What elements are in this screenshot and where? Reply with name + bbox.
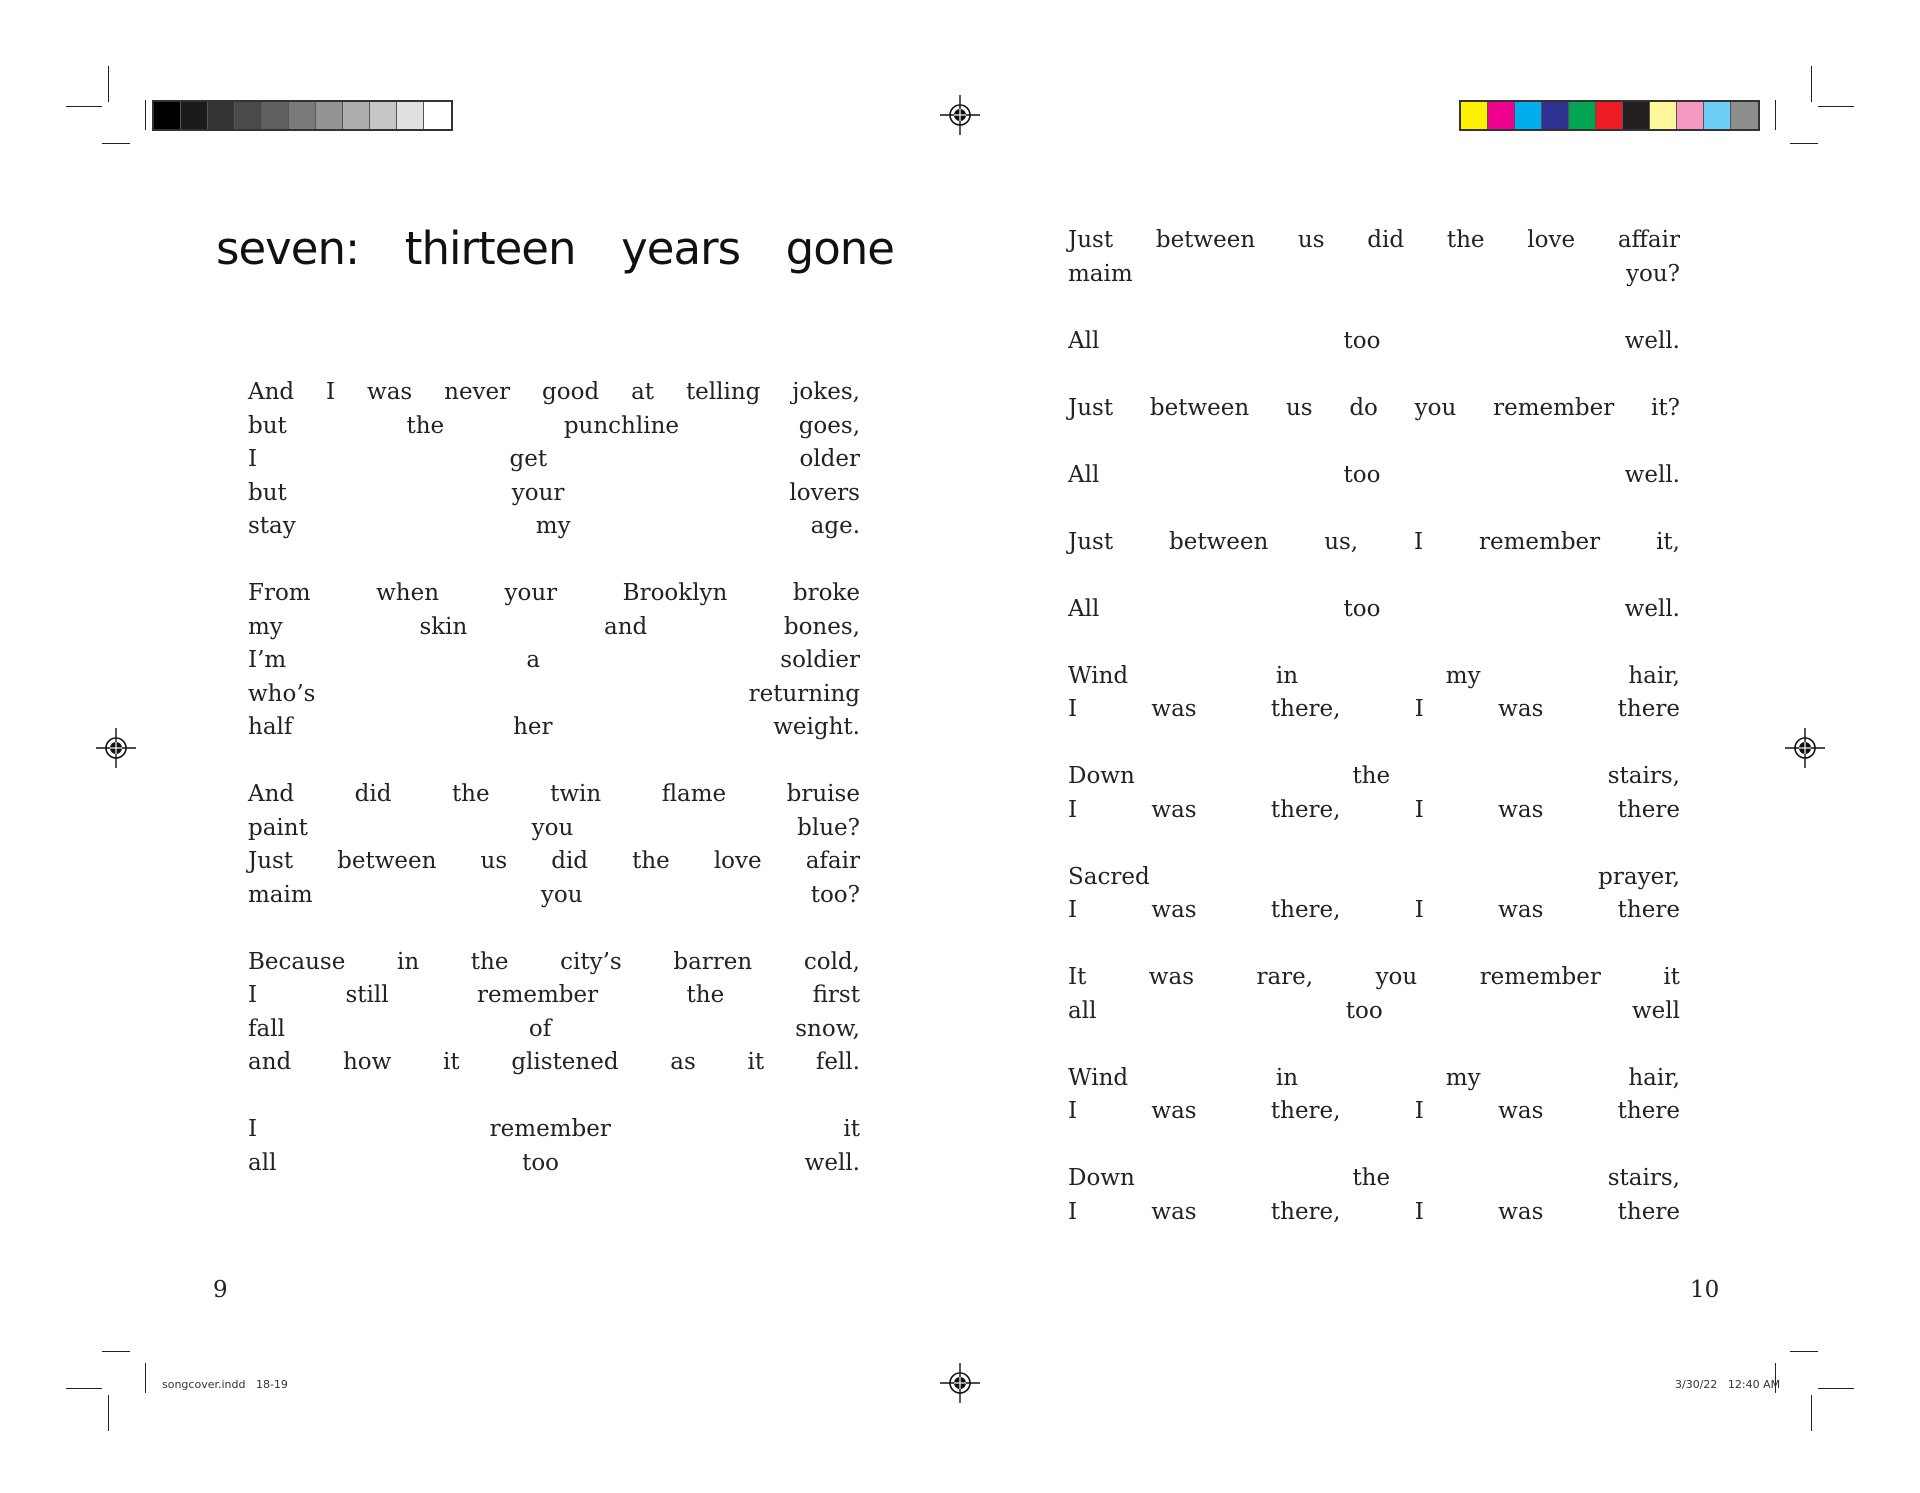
lyric-word: did — [551, 848, 589, 874]
lyric-word: I — [1068, 796, 1078, 823]
lyric-word: All — [1068, 595, 1100, 622]
lyric-word: you? — [1626, 260, 1680, 287]
lyric-word: between — [337, 848, 437, 874]
lyric-word: age. — [810, 513, 860, 539]
lyric-line — [248, 1113, 860, 1147]
color-swatch — [424, 102, 451, 129]
lyric-word: in — [1275, 1064, 1299, 1091]
crop-mark — [1811, 1395, 1812, 1431]
title-word: years — [621, 222, 741, 275]
lyric-word: but — [248, 479, 287, 506]
lyric-word: city’s — [560, 948, 622, 975]
lyric-word: and — [603, 613, 648, 640]
lyric-line — [1068, 693, 1680, 727]
color-swatch — [1569, 102, 1596, 129]
lyric-word: Sacred — [1068, 863, 1150, 890]
color-swatch — [1731, 102, 1758, 129]
lyric-word: did — [1367, 227, 1405, 253]
lyric-word: was — [1151, 696, 1197, 722]
lyric-word: too — [1343, 595, 1381, 622]
lyric-word: I — [1068, 1098, 1078, 1124]
lyric-line — [1068, 894, 1680, 928]
lyric-line — [248, 845, 860, 879]
lyric-word: all — [1068, 997, 1097, 1024]
color-swatch — [1623, 102, 1650, 129]
lyric-word: the — [1352, 1165, 1391, 1191]
stanza — [1068, 861, 1680, 928]
color-swatch — [1650, 102, 1677, 129]
lyric-word: remember — [1479, 528, 1601, 555]
crop-mark — [1775, 100, 1776, 130]
lyric-word: you — [540, 881, 583, 908]
lyric-word: it? — [1651, 394, 1680, 421]
lyric-word: remember — [1479, 964, 1601, 990]
lyric-word: older — [799, 446, 860, 472]
color-swatch — [343, 102, 370, 129]
lyric-word: Because — [248, 948, 346, 975]
lyric-line — [1068, 325, 1680, 359]
lyric-word: half — [248, 714, 293, 740]
lyric-word: hair, — [1628, 662, 1680, 689]
color-swatch — [154, 102, 181, 129]
lyric-word: too — [1343, 461, 1381, 488]
lyric-word: fall — [248, 1015, 285, 1042]
lyric-word: well. — [804, 1149, 860, 1176]
lyric-line — [248, 812, 860, 846]
lyric-word: my — [1445, 662, 1481, 689]
color-swatch — [1542, 102, 1569, 129]
crop-mark — [66, 1388, 102, 1389]
lyric-word: was — [1498, 897, 1544, 923]
lyric-word: I — [248, 982, 258, 1008]
lyric-line — [248, 1013, 860, 1047]
lyric-word: weight. — [773, 714, 860, 740]
lyric-word: who’s — [248, 680, 316, 707]
lyric-word: And — [248, 781, 295, 807]
color-swatch — [397, 102, 424, 129]
stanza — [1068, 1062, 1680, 1129]
lyric-word: there, — [1270, 796, 1341, 823]
lyric-word: between — [1155, 227, 1256, 253]
lyric-line — [1068, 1095, 1680, 1129]
lyric-word: remember — [489, 1116, 611, 1142]
stanza — [1068, 526, 1680, 560]
stanza — [1068, 660, 1680, 727]
lyric-word: flame — [661, 781, 727, 807]
lyric-word: too — [522, 1149, 560, 1176]
lyric-word: bones, — [783, 613, 860, 640]
stanza — [248, 577, 860, 745]
lyric-word: your — [511, 479, 565, 506]
color-swatch — [262, 102, 289, 129]
lyric-word: And — [248, 379, 295, 405]
lyric-word: us, — [1324, 528, 1359, 555]
lyric-word: hair, — [1628, 1064, 1680, 1091]
crop-mark — [102, 143, 130, 144]
lyric-word: the — [1352, 763, 1391, 789]
title-word: seven: — [216, 222, 360, 275]
right-page-lyrics — [1068, 224, 1680, 1263]
lyric-word: was — [1498, 1198, 1544, 1225]
lyric-word: us — [1285, 394, 1313, 421]
lyric-line — [1068, 392, 1680, 426]
lyric-line — [1068, 526, 1680, 560]
lyric-word: you — [1375, 964, 1418, 990]
lyric-word: there — [1617, 696, 1680, 722]
lyric-line — [248, 510, 860, 544]
stanza — [1068, 961, 1680, 1028]
lyric-word: between — [1149, 394, 1250, 421]
chapter-title — [216, 222, 894, 275]
stanza — [248, 946, 860, 1080]
lyric-word: Down — [1068, 1165, 1135, 1191]
registration-mark-icon — [96, 728, 136, 768]
color-swatch — [181, 102, 208, 129]
lyric-line — [1068, 258, 1680, 292]
lyric-word: afair — [805, 848, 860, 874]
lyric-word: was — [1498, 1098, 1544, 1124]
lyric-word: I — [1414, 1198, 1424, 1225]
lyric-word: stairs, — [1607, 763, 1680, 789]
lyric-word: blue? — [797, 814, 860, 841]
lyric-word: there — [1617, 796, 1680, 823]
color-swatch — [1677, 102, 1704, 129]
lyric-line — [248, 1147, 860, 1181]
lyric-word: get — [509, 446, 548, 472]
lyric-word: I’m — [248, 647, 287, 673]
lyric-word: From — [248, 580, 311, 606]
lyric-word: between — [1168, 528, 1269, 555]
lyric-line — [248, 577, 860, 611]
lyric-word: was — [1498, 696, 1544, 722]
lyric-word: your — [504, 580, 558, 606]
lyric-word: there, — [1270, 696, 1341, 722]
lyric-word: too — [1345, 997, 1383, 1024]
color-swatch — [289, 102, 316, 129]
lyric-word: stay — [248, 513, 296, 539]
lyric-word: All — [1068, 327, 1100, 354]
lyric-word: good — [542, 379, 600, 405]
lyric-word: Wind — [1068, 1064, 1129, 1091]
lyric-line — [1068, 459, 1680, 493]
lyric-word: it — [1663, 964, 1680, 990]
lyric-word: when — [376, 580, 440, 606]
lyric-word: I — [1414, 696, 1424, 722]
color-swatch — [316, 102, 343, 129]
lyric-word: I — [1068, 897, 1078, 923]
lyric-word: well. — [1624, 327, 1680, 354]
lyric-line — [248, 477, 860, 511]
stanza — [1068, 1162, 1680, 1229]
lyric-word: telling — [685, 379, 761, 405]
process-color-bar — [1459, 100, 1760, 131]
lyric-word: it — [843, 1116, 860, 1142]
crop-mark — [1811, 66, 1812, 102]
lyric-word: was — [1151, 1198, 1197, 1225]
lyric-line — [1068, 995, 1680, 1029]
lyric-word: how — [342, 1049, 392, 1075]
lyric-word: I — [1414, 796, 1424, 823]
lyric-word: bruise — [786, 781, 860, 807]
lyric-word: broke — [792, 580, 860, 606]
lyric-line — [248, 644, 860, 678]
stanza — [1068, 325, 1680, 359]
lyric-word: maim — [1068, 260, 1133, 287]
lyric-line — [1068, 660, 1680, 694]
lyric-line — [248, 376, 860, 410]
registration-mark-icon — [940, 95, 980, 135]
lyric-word: it — [443, 1049, 460, 1075]
lyric-word: but — [248, 412, 287, 439]
color-swatch — [235, 102, 262, 129]
lyric-word: it — [747, 1049, 765, 1075]
slug-file-info: songcover.indd 18-19 — [162, 1378, 288, 1391]
lyric-word: goes, — [798, 412, 860, 439]
lyric-word: I — [248, 446, 258, 472]
lyric-word: there — [1617, 897, 1680, 923]
lyric-word: at — [631, 379, 655, 405]
lyric-word: barren — [673, 948, 753, 975]
registration-mark-icon — [940, 1363, 980, 1403]
lyric-line — [248, 443, 860, 477]
lyric-word: fell. — [815, 1049, 860, 1075]
lyric-line — [248, 611, 860, 645]
lyric-word: Wind — [1068, 662, 1129, 689]
lyric-word: in — [396, 948, 420, 975]
lyric-word: Just — [1068, 528, 1114, 555]
lyric-word: glistened — [511, 1049, 619, 1075]
lyric-word: twin — [550, 781, 602, 807]
lyric-line — [248, 979, 860, 1013]
lyric-word: well. — [1624, 595, 1680, 622]
lyric-line — [1068, 794, 1680, 828]
lyric-word: skin — [419, 613, 468, 640]
lyric-word: was — [1151, 796, 1197, 823]
stanza — [1068, 392, 1680, 426]
lyric-word: there, — [1270, 1098, 1341, 1124]
lyric-word: there, — [1270, 1198, 1341, 1225]
lyric-word: my — [248, 613, 283, 640]
lyric-word: prayer, — [1598, 863, 1680, 890]
lyric-word: the — [470, 948, 509, 975]
stanza — [248, 1113, 860, 1180]
lyric-word: do — [1349, 394, 1378, 421]
crop-mark — [1818, 106, 1854, 107]
lyric-word: I — [1068, 696, 1078, 722]
left-page-lyrics — [248, 376, 860, 1214]
crop-mark — [145, 100, 146, 130]
lyric-word: remember — [1493, 394, 1615, 421]
crop-mark — [66, 106, 102, 107]
stanza — [1068, 593, 1680, 627]
lyric-word: I — [1414, 1098, 1424, 1124]
lyric-line — [1068, 961, 1680, 995]
title-word: gone — [785, 222, 894, 275]
grayscale-color-bar — [152, 100, 453, 131]
stanza — [248, 376, 860, 544]
crop-mark — [145, 1363, 146, 1393]
lyric-line — [248, 778, 860, 812]
lyric-word: as — [670, 1049, 696, 1075]
lyric-word: I — [1414, 528, 1424, 555]
crop-mark — [102, 1351, 130, 1352]
lyric-word: the — [406, 412, 445, 439]
registration-mark-icon — [1785, 728, 1825, 768]
lyric-line — [248, 1046, 860, 1080]
lyric-word: in — [1275, 662, 1299, 689]
lyric-word: Just — [248, 848, 294, 874]
lyric-word: it, — [1656, 528, 1680, 555]
crop-mark — [108, 66, 109, 102]
lyric-line — [1068, 593, 1680, 627]
lyric-word: Down — [1068, 763, 1135, 789]
lyric-word: never — [444, 379, 511, 405]
lyric-word: too — [1343, 327, 1381, 354]
lyric-word: too? — [810, 881, 860, 908]
lyric-word: us — [480, 848, 508, 874]
lyric-line — [248, 410, 860, 444]
lyric-word: a — [526, 647, 541, 673]
lyric-word: affair — [1617, 227, 1680, 253]
lyric-word: was — [1151, 1098, 1197, 1124]
lyric-word: Just — [1068, 227, 1114, 253]
lyric-word: remember — [476, 982, 599, 1008]
lyric-line — [248, 711, 860, 745]
lyric-word: her — [513, 714, 553, 740]
lyric-line — [248, 946, 860, 980]
lyric-word: I — [326, 379, 336, 405]
lyric-word: there — [1617, 1098, 1680, 1124]
lyric-word: well. — [1624, 461, 1680, 488]
color-swatch — [1704, 102, 1731, 129]
lyric-word: of — [528, 1015, 552, 1042]
lyric-word: was — [1498, 796, 1544, 823]
lyric-word: rare, — [1256, 964, 1314, 990]
lyric-line — [1068, 1162, 1680, 1196]
lyric-word: my — [535, 513, 571, 539]
crop-mark — [108, 1395, 109, 1431]
lyric-word: there, — [1270, 897, 1341, 923]
lyric-word: was — [1148, 964, 1194, 990]
lyric-word: well — [1631, 997, 1680, 1024]
lyric-word: Just — [1068, 394, 1114, 421]
lyric-word: paint — [248, 814, 308, 841]
lyric-word: I — [1068, 1198, 1078, 1225]
color-swatch — [1488, 102, 1515, 129]
lyric-word: you — [1414, 394, 1457, 421]
lyric-word: did — [354, 781, 392, 807]
lyric-word: there — [1617, 1198, 1680, 1225]
lyric-line — [1068, 1196, 1680, 1230]
color-swatch — [1515, 102, 1542, 129]
color-swatch — [208, 102, 235, 129]
lyric-word: maim — [248, 881, 313, 908]
crop-mark — [1790, 1351, 1818, 1352]
lyric-word: I — [1414, 897, 1424, 923]
lyric-word: soldier — [780, 647, 860, 673]
page-number-left: 9 — [213, 1277, 228, 1303]
lyric-line — [1068, 760, 1680, 794]
color-swatch — [370, 102, 397, 129]
lyric-word: stairs, — [1607, 1165, 1680, 1191]
lyric-word: Brooklyn — [622, 580, 728, 606]
lyric-line — [248, 879, 860, 913]
lyric-line — [248, 678, 860, 712]
lyric-word: returning — [748, 680, 860, 707]
lyric-word: snow, — [795, 1015, 860, 1042]
lyric-word: punchline — [563, 412, 680, 439]
lyric-word: It — [1068, 964, 1087, 990]
stanza — [1068, 459, 1680, 493]
lyric-line — [1068, 861, 1680, 895]
lyric-line — [1068, 1062, 1680, 1096]
crop-mark — [1818, 1388, 1854, 1389]
lyric-word: us — [1297, 227, 1325, 253]
lyric-word: the — [451, 781, 490, 807]
lyric-line — [1068, 224, 1680, 258]
crop-mark — [1790, 143, 1818, 144]
title-word: thirteen — [404, 222, 576, 275]
color-swatch — [1461, 102, 1488, 129]
lyric-word: love — [1527, 227, 1576, 253]
lyric-word: cold, — [803, 948, 860, 975]
lyric-word: I — [248, 1116, 258, 1142]
lyric-word: all — [248, 1149, 277, 1176]
stanza — [248, 778, 860, 912]
stanza — [1068, 760, 1680, 827]
slug-timestamp: 3/30/22 12:40 AM — [1675, 1378, 1781, 1391]
lyric-word: still — [345, 982, 389, 1008]
lyric-word: the — [686, 982, 725, 1008]
stanza — [1068, 224, 1680, 291]
lyric-word: lovers — [789, 479, 860, 506]
lyric-word: and — [248, 1049, 292, 1075]
color-swatch — [1596, 102, 1623, 129]
lyric-word: the — [1446, 227, 1485, 253]
lyric-word: was — [367, 379, 413, 405]
page-number-right: 10 — [1690, 1277, 1720, 1303]
lyric-word: jokes, — [792, 379, 860, 405]
lyric-word: you — [531, 814, 574, 841]
lyric-word: the — [632, 848, 670, 874]
lyric-word: love — [713, 848, 762, 874]
lyric-word: was — [1151, 897, 1197, 923]
lyric-word: my — [1445, 1064, 1481, 1091]
lyric-word: first — [812, 982, 860, 1008]
lyric-word: All — [1068, 461, 1100, 488]
